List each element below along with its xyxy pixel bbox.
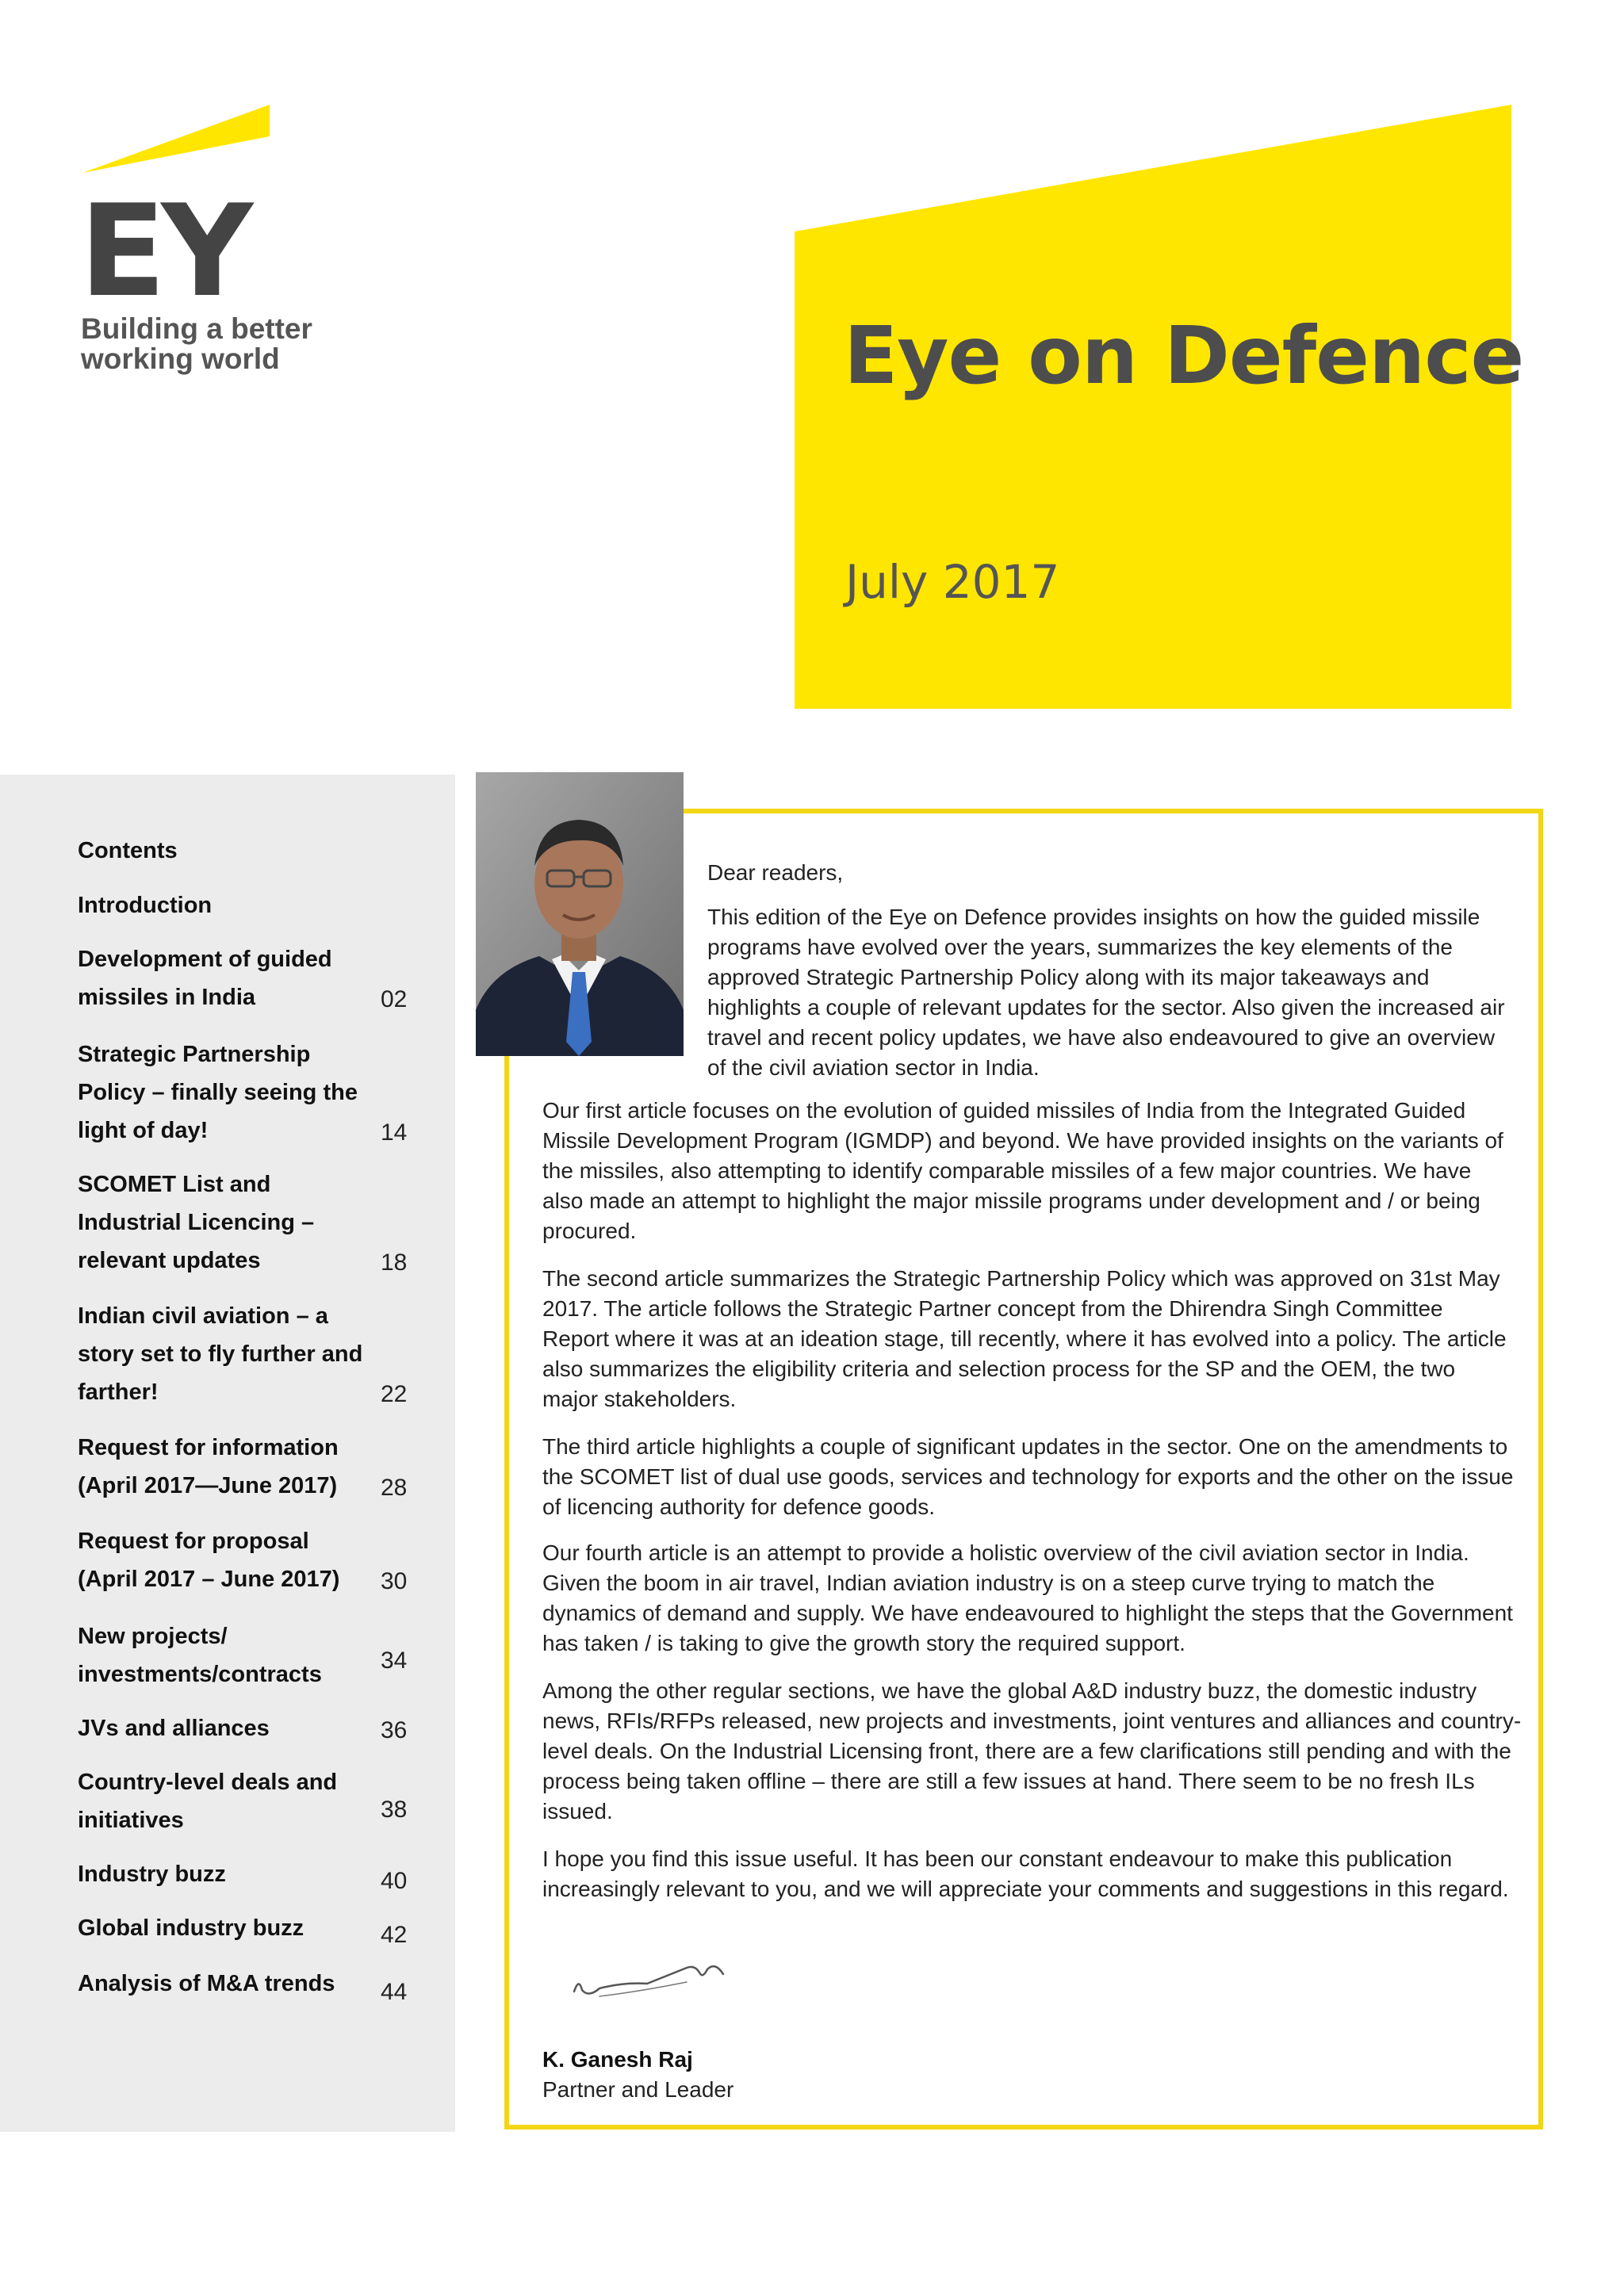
- toc-page-number: 02: [381, 986, 408, 1012]
- toc-entry-strategic-partnership[interactable]: [78, 1035, 450, 1150]
- toc-entry-country-deals[interactable]: [78, 1763, 450, 1839]
- toc-label: Country-level deals and initiatives: [78, 1770, 338, 1833]
- letter-paragraph-5: Our fourth article is an attempt to provide a holistic overview of the civil aviation sector in India. Given the boom in air travel, Indian aviation industry is on a steep curve trying to match the dynamics of demand and supply. We have endeavoured to highlight the steps that the Government has taken / is taking to give the growth story the required support.: [542, 1540, 1513, 1655]
- toc-label: SCOMET List and Industrial Licencing – relevant updates: [78, 1172, 315, 1273]
- letter-paragraph-4: The third article highlights a couple of significant updates in the sector. One on the amendments to the SCOMET list of dual use goods, services and technology for exports and the other on the issue of licencing authority for defence goods.: [542, 1434, 1514, 1519]
- letter-paragraph-6: Among the other regular sections, we have the global A&D industry buzz, the domestic industry news, RFIs/RFPs released, new projects and investments, joint ventures and alliances and country-level deals. On the Industrial Licensing front, there are a few clarifications still pending and with the process being taken offline – there are still a few issues at hand. There seem to be no fresh ILs issued.: [542, 1678, 1522, 1823]
- toc-page-number: 38: [381, 1797, 408, 1823]
- toc-label: Analysis of M&A trends: [78, 1971, 335, 1996]
- toc-label: Introduction: [78, 893, 213, 918]
- toc-page-number: 42: [381, 1922, 408, 1948]
- brand-tagline: [81, 314, 350, 374]
- toc-label: Development of guided missiles in India: [78, 947, 332, 1010]
- toc-entry-guided-missiles[interactable]: [78, 940, 450, 1016]
- letter-paragraph-1: This edition of the Eye on Defence provides insights on how the guided missile programs have evolved over the years, summarizes the key elements of the approved Strategic Partnership Policy along with its major takeaways and highlights a couple of relevant updates for the sector. Also given the increased air travel and recent policy updates, we have also endeavoured to give an overview of the civil aviation sector in India.: [707, 905, 1505, 1080]
- toc-page-number: 18: [381, 1249, 408, 1276]
- ey-logo: EY: [79, 177, 249, 325]
- signer-title: Partner and Leader: [542, 2077, 734, 2102]
- toc-label: Strategic Partnership Policy – finally seeing the light of day!: [78, 1042, 358, 1143]
- toc-entry-jvs[interactable]: [78, 1709, 450, 1747]
- toc-entry-scomet[interactable]: [78, 1165, 450, 1280]
- letter-paragraph-3: The second article summarizes the Strategic Partnership Policy which was approved on 31st May 2017. The article follows the Strategic Partner concept from the Dhirendra Singh Committee Report where it was at an ideation stage, till recently, where it has evolved into a policy. The article also summarizes the eligibility criteria and selection process for the SP and the OEM, the two major stakeholders.: [542, 1266, 1507, 1411]
- toc-page-number: 28: [381, 1475, 408, 1501]
- ey-logo-beam: [82, 105, 270, 176]
- toc-label: JVs and alliances: [78, 1716, 270, 1741]
- letter-paragraph-7: I hope you find this issue useful. It has been our constant endeavour to make this publication increasingly relevant to you, and we will appreciate your comments and suggestions in this regard.: [542, 1846, 1509, 1901]
- cover-date: July 2017: [845, 555, 1060, 609]
- toc-label: Global industry buzz: [78, 1915, 304, 1941]
- toc-entry-global-buzz[interactable]: [78, 1909, 450, 1947]
- toc-entry-civil-aviation[interactable]: [78, 1297, 450, 1411]
- toc-entry-new-projects[interactable]: [78, 1617, 450, 1693]
- letter-paragraph-2: Our first article focuses on the evolution of guided missiles of India from the Integrated Guided Missile Development Program (IGMDP) and beyond. We have provided insights on the variants of the missiles, also attempting to identify comparable missiles of a few major countries. We have also made an attempt to highlight the major missile programs under development and / or being procured.: [542, 1098, 1503, 1243]
- toc-entry-introduction[interactable]: [78, 886, 450, 924]
- author-photo: [476, 772, 684, 1056]
- cover-banner: [795, 105, 1511, 709]
- tagline-line-2: working world: [81, 342, 280, 375]
- toc-entry-rfp[interactable]: [78, 1522, 450, 1598]
- toc-page-number: 22: [381, 1381, 408, 1407]
- toc-page-number: 44: [381, 1979, 408, 2005]
- letter-greeting: Dear readers,: [707, 860, 844, 885]
- tagline-line-1: Building a better: [81, 312, 312, 345]
- toc-entry-industry-buzz[interactable]: [78, 1855, 450, 1893]
- toc-label: Indian civil aviation – a story set to fly further and farther!: [78, 1303, 363, 1405]
- toc-entry-rfi[interactable]: [78, 1429, 450, 1505]
- signer-name: K. Ganesh Raj: [542, 2047, 693, 2072]
- toc-page-number: 34: [381, 1647, 408, 1674]
- toc-label: Request for information (April 2017—June 2017): [78, 1435, 339, 1498]
- toc-entry-ma-trends[interactable]: [78, 1965, 450, 2003]
- toc-page-number: 40: [381, 1868, 408, 1894]
- toc-label: Request for proposal (April 2017 – June 2017): [78, 1529, 340, 1592]
- toc-page-number: 14: [381, 1119, 408, 1146]
- signature: [568, 1950, 742, 2007]
- toc-label: New projects/ investments/contracts: [78, 1624, 322, 1687]
- toc-label: Industry buzz: [78, 1862, 226, 1887]
- contents-heading: Contents: [78, 838, 178, 863]
- toc-page-number: 30: [381, 1568, 408, 1594]
- toc-page-number: 36: [381, 1717, 408, 1743]
- cover-title: Eye on Defence: [844, 309, 1524, 402]
